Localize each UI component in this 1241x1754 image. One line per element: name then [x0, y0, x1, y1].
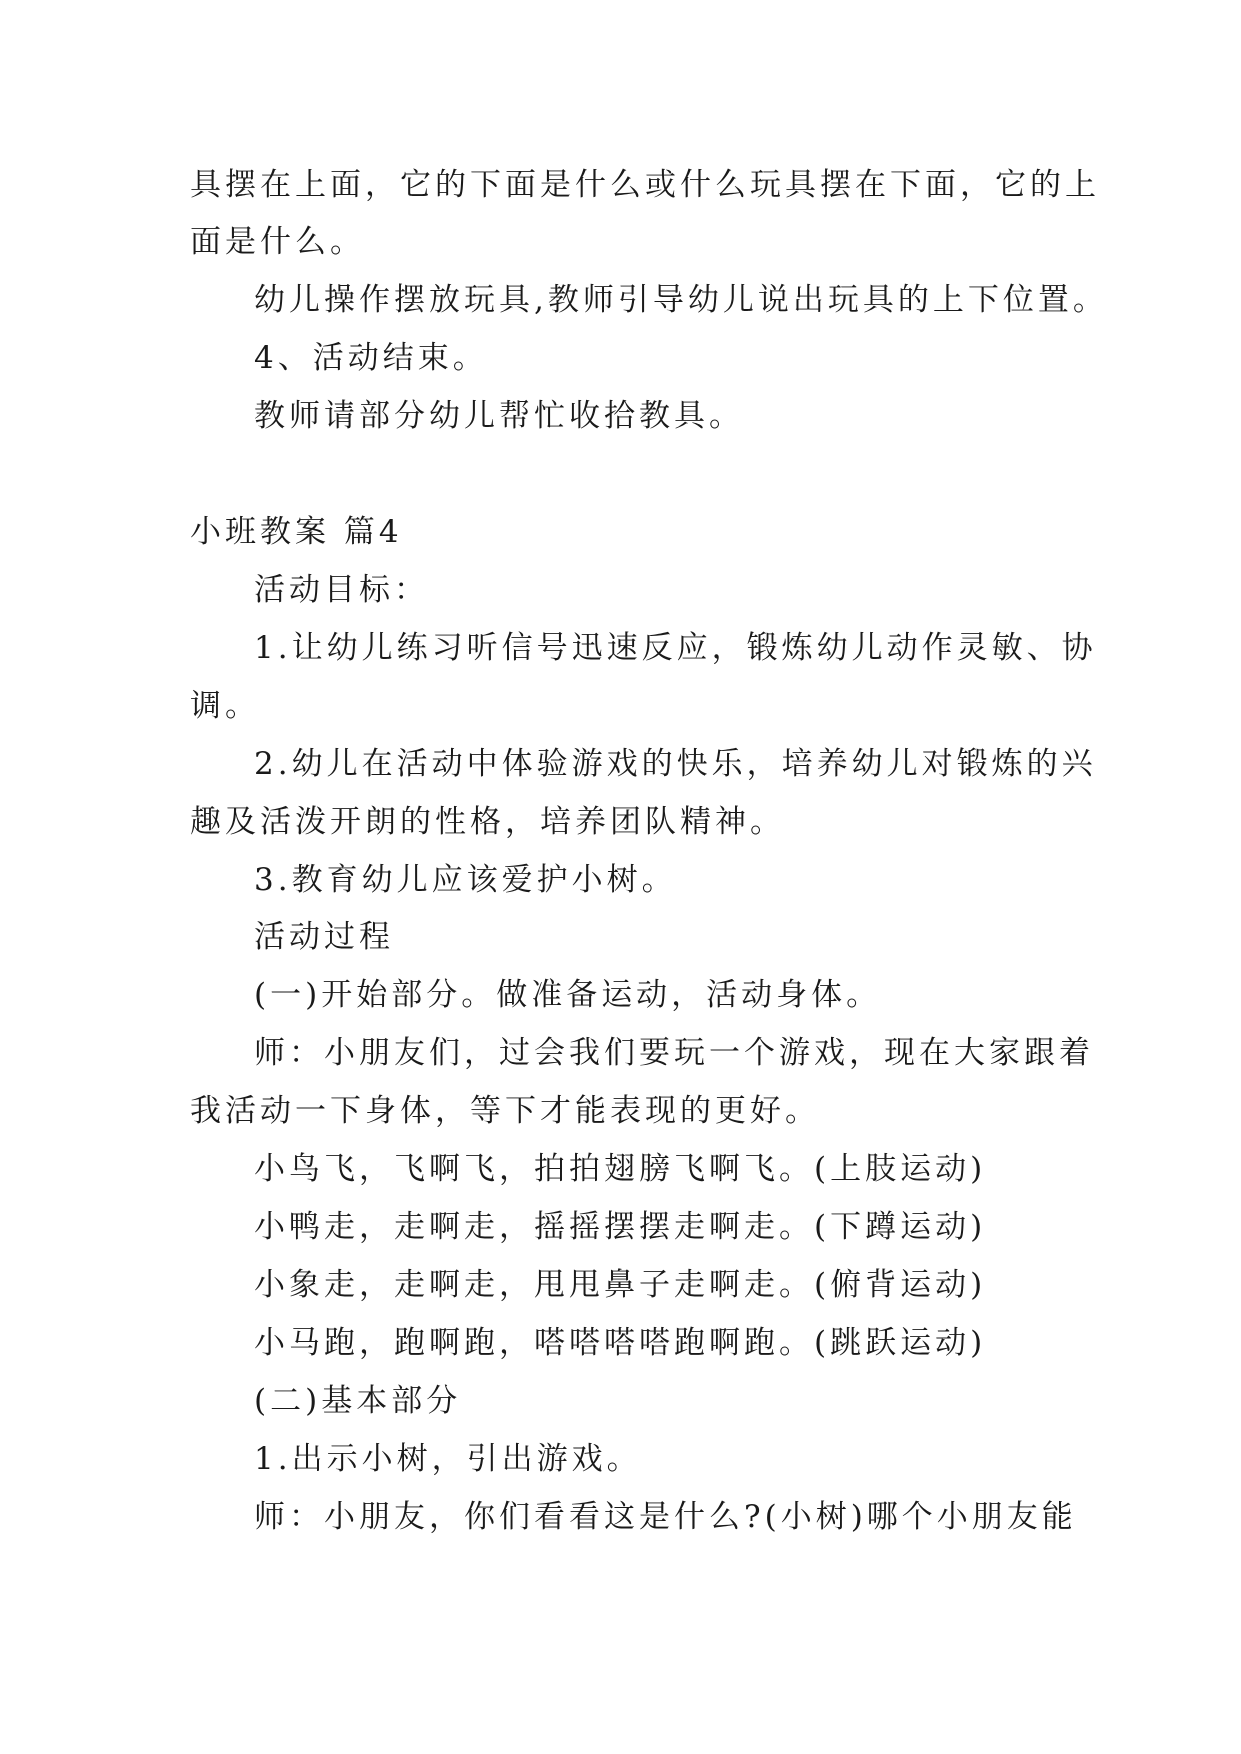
section-heading: 小班教案 篇4 — [190, 514, 403, 550]
paragraph-line: 3.教育幼儿应该爱护小树。 — [254, 862, 677, 898]
paragraph-line: 1.让幼儿练习听信号迅速反应，锻炼幼儿动作灵敏、协 — [254, 630, 1097, 666]
paragraph-line: 调。 — [190, 688, 260, 724]
paragraph-line: 师：小朋友，你们看看这是什么?(小树)哪个小朋友能 — [254, 1499, 1077, 1535]
paragraph-line: 趣及活泼开朗的性格，培养团队精神。 — [190, 804, 785, 840]
paragraph-line: 活动过程 — [254, 919, 394, 955]
paragraph-line: 具摆在上面，它的下面是什么或什么玩具摆在下面，它的上 — [190, 167, 1100, 203]
paragraph-line: 1.出示小树，引出游戏。 — [254, 1441, 642, 1477]
paragraph-line: 小马跑，跑啊跑，嗒嗒嗒嗒跑啊跑。(跳跃运动) — [254, 1325, 987, 1361]
paragraph-line: 幼儿操作摆放玩具,教师引导幼儿说出玩具的上下位置。 — [254, 282, 1108, 318]
paragraph-line: 面是什么。 — [190, 224, 365, 260]
paragraph-line: (二)基本部分 — [254, 1383, 462, 1419]
paragraph-line: 小鸭走，走啊走，摇摇摆摆走啊走。(下蹲运动) — [254, 1209, 987, 1245]
paragraph-line: 活动目标： — [254, 572, 429, 608]
paragraph-line: 2.幼儿在活动中体验游戏的快乐，培养幼儿对锻炼的兴 — [254, 746, 1097, 782]
paragraph-line: (一)开始部分。做准备运动，活动身体。 — [254, 977, 882, 1013]
paragraph-line: 小鸟飞，飞啊飞，拍拍翅膀飞啊飞。(上肢运动) — [254, 1151, 987, 1187]
paragraph-line: 教师请部分幼儿帮忙收拾教具。 — [254, 398, 744, 434]
paragraph-line: 4、活动结束。 — [254, 340, 488, 376]
paragraph-line: 师：小朋友们，过会我们要玩一个游戏，现在大家跟着 — [254, 1035, 1094, 1071]
paragraph-line: 小象走，走啊走，甩甩鼻子走啊走。(俯背运动) — [254, 1267, 987, 1303]
paragraph-line: 我活动一下身体，等下才能表现的更好。 — [190, 1093, 820, 1129]
